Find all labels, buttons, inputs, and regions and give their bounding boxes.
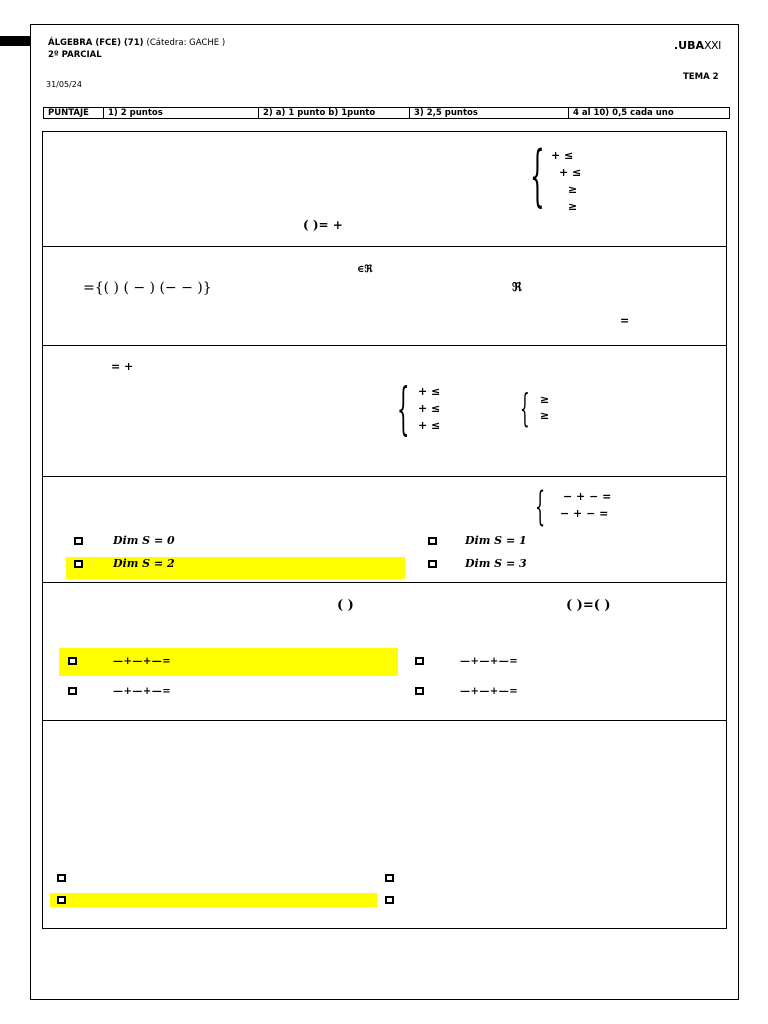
q5-option-c-label: —+—+—= bbox=[113, 686, 172, 697]
q6-option-b-checkbox[interactable] bbox=[385, 874, 394, 882]
q5-f-left: ( ) bbox=[337, 598, 354, 613]
q2-equals: = bbox=[620, 314, 630, 327]
q2-r-symbol: ℜ bbox=[512, 280, 522, 294]
q6-option-d-checkbox[interactable] bbox=[385, 896, 394, 904]
q5-f-right: ( )=( ) bbox=[566, 598, 611, 613]
q5-option-a-checkbox[interactable] bbox=[68, 657, 77, 665]
q4-sys-line-2: − + − = bbox=[560, 507, 609, 520]
q4-option-c-checkbox[interactable] bbox=[74, 560, 83, 568]
logo-suffix: XXI bbox=[704, 39, 721, 52]
q4-system-brace: { bbox=[535, 484, 546, 530]
q3-sys-b-1: ≥ bbox=[540, 393, 550, 406]
q3-sys-a-1: + ≤ bbox=[418, 385, 441, 398]
course-name: ÁLGEBRA (FCE) (71) bbox=[48, 38, 144, 48]
q2-set: ={( ) ( − ) (− − )} bbox=[83, 280, 212, 296]
page-edge-tab bbox=[0, 36, 30, 46]
exam-tema: TEMA 2 bbox=[683, 72, 719, 82]
q3-sys-a-3: + ≤ bbox=[418, 419, 441, 432]
q4-option-a-label: Dim S = 0 bbox=[113, 534, 175, 547]
question-1-box bbox=[42, 131, 727, 246]
q1-sys-line-3: ≥ bbox=[568, 183, 578, 196]
score-cell-q3: 3) 2,5 puntos bbox=[410, 108, 569, 118]
q5-option-a-highlight bbox=[59, 648, 398, 676]
score-cell-q4-10: 4 al 10) 0,5 cada uno bbox=[573, 108, 674, 118]
q1-system-brace: { bbox=[530, 137, 545, 214]
q3-objective: = + bbox=[111, 360, 134, 373]
q6-option-a-checkbox[interactable] bbox=[57, 874, 66, 882]
q5-option-b-checkbox[interactable] bbox=[415, 657, 424, 665]
score-cell-q1: 1) 2 puntos bbox=[104, 108, 259, 118]
q1-sys-line-4: ≥ bbox=[568, 200, 578, 213]
q4-option-d-label: Dim S = 3 bbox=[465, 557, 527, 570]
q4-option-c-label: Dim S = 2 bbox=[113, 557, 175, 570]
uba-logo bbox=[674, 39, 721, 52]
q1-objective: ( )= + bbox=[303, 218, 343, 232]
exam-date: 31/05/24 bbox=[46, 80, 82, 89]
q3-sys-a-2: + ≤ bbox=[418, 402, 441, 415]
score-cell-label: PUNTAJE bbox=[44, 108, 104, 118]
q6-option-c-highlight bbox=[50, 893, 377, 907]
q6-option-c-checkbox[interactable] bbox=[57, 896, 66, 904]
q4-sys-line-1: − + − = bbox=[563, 490, 612, 503]
q2-in-r: ∈ℜ bbox=[357, 264, 373, 275]
q4-option-d-checkbox[interactable] bbox=[428, 560, 437, 568]
question-3-box bbox=[42, 345, 727, 476]
q4-option-a-checkbox[interactable] bbox=[74, 537, 83, 545]
q3-sys-b-2: ≥ bbox=[540, 409, 550, 422]
score-cell-q2: 2) a) 1 punto b) 1punto bbox=[259, 108, 410, 118]
course-chair: (Cátedra: GACHE ) bbox=[146, 38, 226, 48]
course-title bbox=[48, 38, 225, 48]
q5-option-c-checkbox[interactable] bbox=[68, 687, 77, 695]
q1-sys-line-1: + ≤ bbox=[551, 149, 574, 162]
q5-option-d-label: —+—+—= bbox=[460, 686, 519, 697]
q3-brace-b: { bbox=[520, 386, 530, 430]
q1-sys-line-2: + ≤ bbox=[559, 166, 582, 179]
score-table bbox=[43, 107, 730, 119]
q4-option-b-label: Dim S = 1 bbox=[465, 534, 527, 547]
q3-brace-a: { bbox=[397, 377, 410, 442]
q5-option-b-label: —+—+—= bbox=[460, 656, 519, 667]
q4-option-b-checkbox[interactable] bbox=[428, 537, 437, 545]
logo-main: .UBA bbox=[674, 39, 705, 52]
exam-name: 2º PARCIAL bbox=[48, 50, 102, 60]
q5-option-a-label: —+—+—= bbox=[113, 656, 172, 667]
q5-option-d-checkbox[interactable] bbox=[415, 687, 424, 695]
